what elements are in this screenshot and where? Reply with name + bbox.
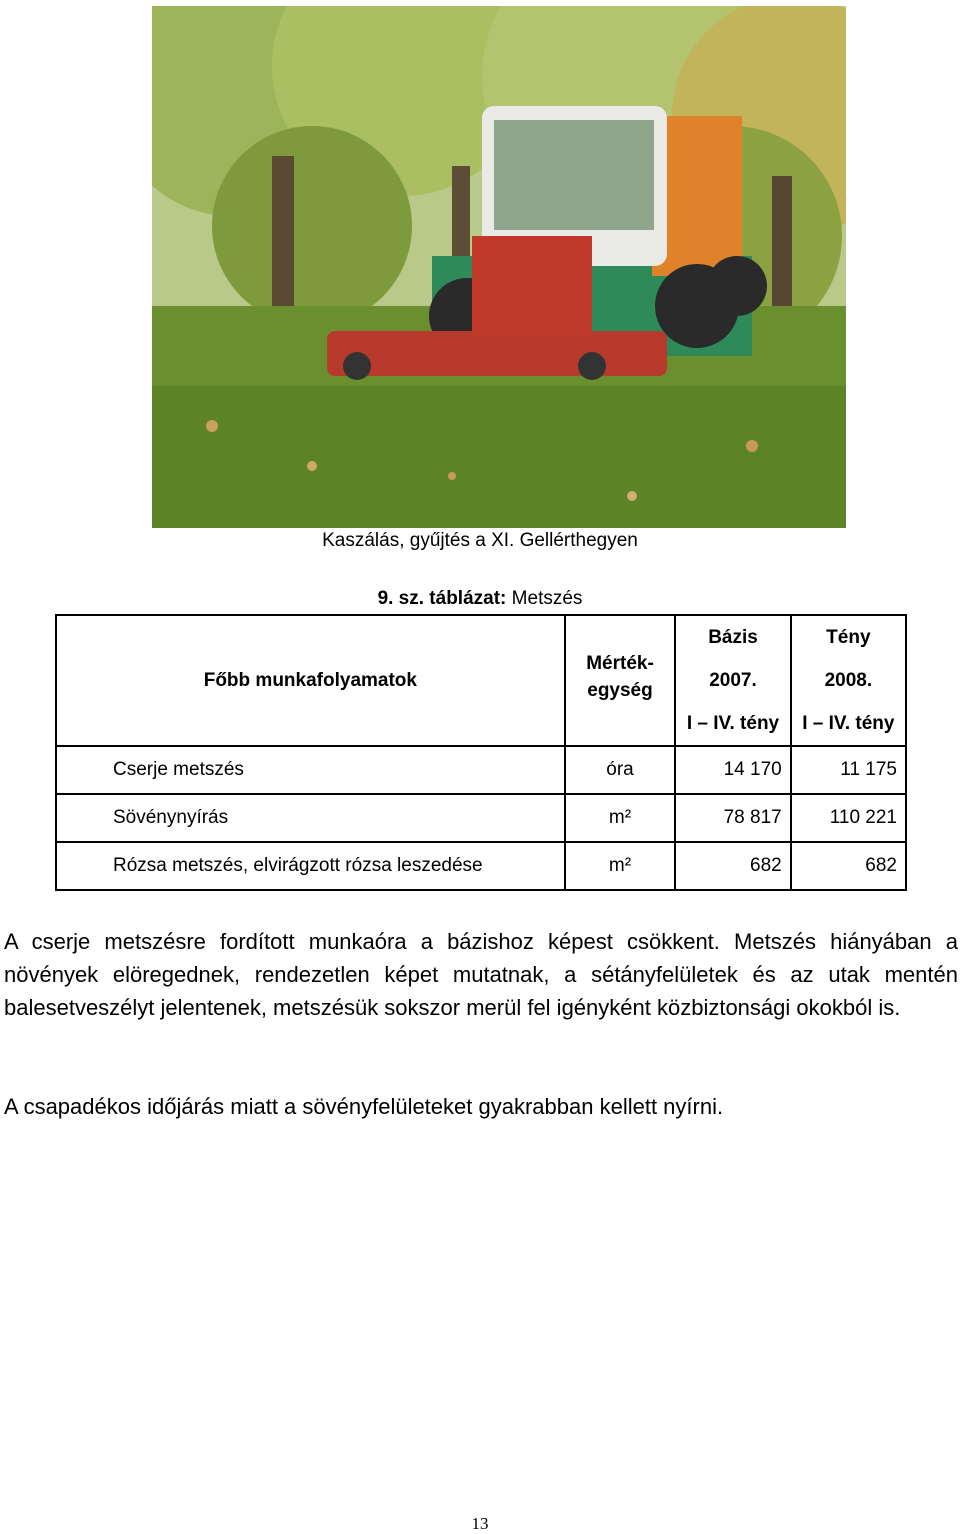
table-row	[56, 746, 906, 794]
header-base-line3: I – IV. tény	[686, 713, 780, 734]
header-unit-text: Mérték-egység	[586, 652, 654, 701]
header-name: Főbb munkafolyamatok	[56, 615, 565, 746]
table-row	[56, 842, 906, 890]
header-unit	[565, 615, 676, 746]
row-name: Rózsa metszés, elvirágzott rózsa leszedése	[56, 842, 565, 890]
row-unit: m²	[565, 794, 676, 842]
row-base: 682	[675, 842, 790, 890]
row-name: Sövénynyírás	[56, 794, 565, 842]
row-base: 78 817	[675, 794, 790, 842]
paragraph-hedge: A csapadékos időjárás miatt a sövényfelületeket gyakrabban kellett nyírni.	[4, 1094, 724, 1119]
row-unit: m²	[565, 842, 676, 890]
row-unit: óra	[565, 746, 676, 794]
table-row	[56, 794, 906, 842]
photo-caption: Kaszálás, gyűjtés a XI. Gellérthegyen	[322, 530, 638, 551]
header-base	[675, 615, 790, 746]
row-name: Cserje metszés	[56, 746, 565, 794]
metszes-table	[55, 614, 907, 891]
header-actual-line1: Tény	[826, 627, 871, 648]
row-actual: 110 221	[791, 794, 906, 842]
header-actual-line3: I – IV. tény	[802, 713, 895, 734]
page-number: 13	[471, 1514, 489, 1533]
header-actual-line2: 2008.	[824, 670, 873, 691]
row-actual: 682	[791, 842, 906, 890]
table-header-row	[56, 615, 906, 746]
row-base: 14 170	[675, 746, 790, 794]
header-base-line2: 2007.	[709, 670, 757, 691]
table-title	[0, 588, 960, 610]
row-actual: 11 175	[791, 746, 906, 794]
header-actual	[791, 615, 906, 746]
header-base-line1: Bázis	[708, 627, 758, 648]
table-title-number: 9. sz. táblázat:	[377, 588, 507, 609]
table-title-text: Metszés	[506, 588, 583, 609]
lawn-mower-tractor-photo	[152, 6, 846, 528]
paragraph-pruning: A cserje metszésre fordított munkaóra a bázishoz képest csökkent. Metszés hiányában a növények elöregednek, rendezetlen képet mutatnak, a sétányfelületek és az utak mentén balesetveszélyt jelentenek, metszésük sokszor merül fel igényként közbiztonsági okokból is.	[4, 929, 958, 1020]
mower-photo	[152, 6, 846, 528]
